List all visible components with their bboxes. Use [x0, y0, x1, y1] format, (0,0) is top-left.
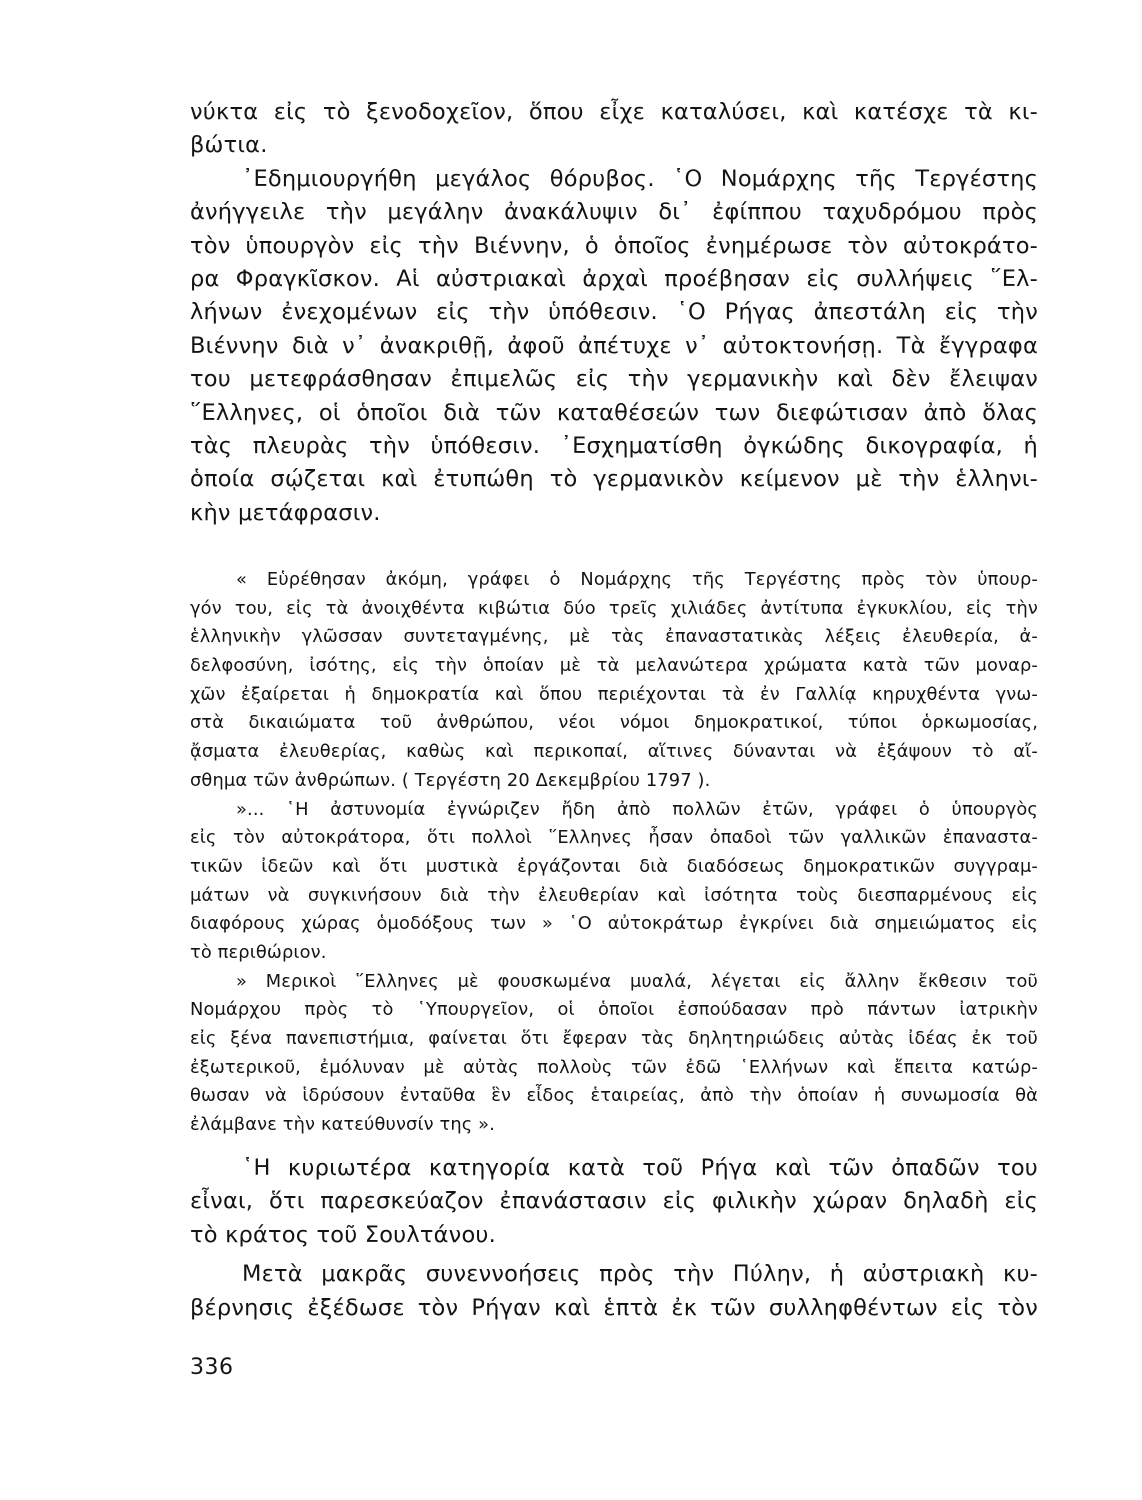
quote-paragraph	[190, 566, 1038, 796]
page-number: 336	[190, 1355, 234, 1380]
text-line: Βιέννην διὰ ν᾿ ἀνακριθῇ, ἀφοῦ ἀπέτυχε ν᾿ αὐτοκτονήσῃ. Τὰ ἔγγραφα	[190, 332, 1038, 359]
text-line: εἶναι, ὅτι παρεσκεύαζον ἐπανάστασιν εἰς φιλικὴν χώραν δηλαδὴ εἰς	[190, 1188, 1038, 1215]
text-line: ρα Φραγκῖσκον. Αἱ αὐστριακαὶ ἀρχαὶ προέβησαν εἰς συλλήψεις ῞Ελ-	[190, 265, 1038, 292]
text-line: χῶν ἐξαίρεται ἡ δημοκρατία καὶ ὅπου περιέχονται τὰ ἐν Γαλλίᾳ κηρυχθέντα γνω-	[190, 683, 1038, 705]
paragraph	[190, 163, 1038, 530]
text-line: τὸν ὑπουργὸν εἰς τὴν Βιέννην, ὁ ὁποῖος ἐνημέρωσε τὸν αὐτοκράτο-	[190, 232, 1038, 259]
text-line: τὸ κράτος τοῦ Σουλτάνου.	[190, 1221, 496, 1248]
text-line: » Μερικοὶ ῞Ελληνες μὲ φουσκωμένα μυαλά, λέγεται εἰς ἄλλην ἔκθεσιν τοῦ	[236, 970, 1038, 992]
text-line: ῾Η κυριωτέρα κατηγορία κατὰ τοῦ Ρήγα καὶ τῶν ὀπαδῶν του	[242, 1155, 1038, 1181]
quote-paragraph	[190, 968, 1038, 1140]
text-line: σθημα τῶν ἀνθρώπων. ( Τεργέστη 20 Δεκεμβρίου 1797 ).	[190, 769, 711, 791]
text-line: τικῶν ἰδεῶν καὶ ὅτι μυστικὰ ἐργάζονται διὰ διαδόσεως δημοκρατικῶν συγγραμ-	[190, 855, 1038, 877]
text-line: εἰς ξένα πανεπιστήμια, φαίνεται ὅτι ἔφεραν τὰς δηλητηριώδεις αὐτὰς ἰδέας ἐκ τοῦ	[190, 1028, 1038, 1049]
text-line: Μετὰ μακρᾶς συνεννοήσεις πρὸς τὴν Πύλην, ἡ αὐστριακὴ κυ-	[242, 1261, 1038, 1288]
text-line: ἑλληνικὴν γλῶσσαν συντεταγμένης, μὲ τὰς ἐπαναστατικὰς λέξεις ἐλευθερία, ἀ-	[190, 626, 1038, 648]
text-line: γόν του, εἰς τὰ ἀνοιχθέντα κιβώτια δύο τρεῖς χιλιάδες ἀντίτυπα ἐγκυκλίου, εἰς τὴν	[190, 597, 1038, 619]
text-line: του μετεφράσθησαν ἐπιμελῶς εἰς τὴν γερμανικὴν καὶ δὲν ἔλειψαν	[190, 366, 1038, 393]
text-line: ᾄσματα ἐλευθερίας, καθὼς καὶ περικοπαί, αἵτινες δύνανται νὰ ἐξάψουν τὸ αἴ-	[190, 741, 1038, 763]
text-line: ἐξωτερικοῦ, ἐμόλυναν μὲ αὐτὰς πολλοὺς τῶν ἐδῶ ῾Ελλήνων καὶ ἔπειτα κατώρ-	[190, 1056, 1038, 1078]
text-line: λήνων ἐνεχομένων εἰς τὴν ὑπόθεσιν. ῾Ο Ρήγας ἀπεστάλη εἰς τὴν	[190, 299, 1038, 326]
text-line: βώτια.	[190, 132, 268, 159]
text-line: ῞Ελληνες, οἱ ὁποῖοι διὰ τῶν καταθέσεών των διεφώτισαν ἀπὸ ὅλας	[190, 399, 1038, 426]
body-text-bottom	[190, 1152, 1038, 1325]
text-line: τὰς πλευρὰς τὴν ὑπόθεσιν. ᾿Εσχηματίσθη ὀγκώδης δικογραφία, ἡ	[190, 432, 1038, 459]
text-line: θωσαν νὰ ἱδρύσουν ἐνταῦθα ἓν εἶδος ἑταιρείας, ἀπὸ τὴν ὁποίαν ἡ συνωμοσία θὰ	[190, 1085, 1038, 1107]
text-line: ᾿Εδημιουργήθη μεγάλος θόρυβος. ῾Ο Νομάρχης τῆς Τεργέστης	[242, 165, 1038, 192]
body-text-top	[190, 96, 1038, 530]
quoted-reports	[190, 566, 1038, 1140]
text-line: διαφόρους χώρας ὁμοδόξους των » ῾Ο αὐτοκράτωρ ἐγκρίνει διὰ σημειώματος εἰς	[190, 913, 1038, 935]
text-line: »... ῾Η ἀστυνομία ἐγνώριζεν ἤδη ἀπὸ πολλῶν ἐτῶν, γράφει ὁ ὑπουργὸς	[236, 798, 1038, 820]
text-line: βέρνησις ἐξέδωσε τὸν Ρήγαν καὶ ἑπτὰ ἐκ τῶν συλληφθέντων εἰς τὸν	[190, 1294, 1038, 1321]
text-line: ἐλάμβανε τὴν κατεύθυνσίν της ».	[190, 1114, 496, 1136]
text-line: στὰ δικαιώματα τοῦ ἀνθρώπου, νέοι νόμοι δημοκρατικοί, τύποι ὁρκωμοσίας,	[190, 712, 1038, 734]
paragraph	[190, 1152, 1038, 1252]
text-line: « Εὑρέθησαν ἀκόμη, γράφει ὁ Νομάρχης τῆς Τεργέστης πρὸς τὸν ὑπουρ-	[236, 569, 1038, 590]
paragraph	[190, 96, 1038, 163]
quote-paragraph	[190, 796, 1038, 968]
paragraph	[190, 1258, 1038, 1325]
text-line: νύκτα εἰς τὸ ξενοδοχεῖον, ὅπου εἶχε καταλύσει, καὶ κατέσχε τὰ κι-	[190, 99, 1038, 125]
text-line: μάτων νὰ συγκινήσουν διὰ τὴν ἐλευθερίαν καὶ ἰσότητα τοὺς διεσπαρμένους εἰς	[190, 884, 1038, 906]
text-line: κὴν μετάφρασιν.	[190, 499, 381, 526]
text-line: τὸ περιθώριον.	[190, 941, 327, 963]
text-line: ὁποία σῴζεται καὶ ἐτυπώθη τὸ γερμανικὸν κείμενον μὲ τὴν ἑλληνι-	[190, 466, 1038, 493]
text-line: Νομάρχου πρὸς τὸ ῾Υπουργεῖον, οἱ ὁποῖοι ἐσπούδασαν πρὸ πάντων ἰατρικὴν	[190, 999, 1038, 1021]
text-line: δελφοσύνη, ἰσότης, εἰς τὴν ὁποίαν μὲ τὰ μελανώτερα χρώματα κατὰ τῶν μοναρ-	[190, 655, 1038, 677]
text-line: ἀνήγγειλε τὴν μεγάλην ἀνακάλυψιν δι᾿ ἐφίππου ταχυδρόμου πρὸς	[190, 199, 1038, 226]
text-line: εἰς τὸν αὐτοκράτορα, ὅτι πολλοὶ ῞Ελληνες ἦσαν ὀπαδοὶ τῶν γαλλικῶν ἐπαναστα-	[190, 827, 1038, 849]
